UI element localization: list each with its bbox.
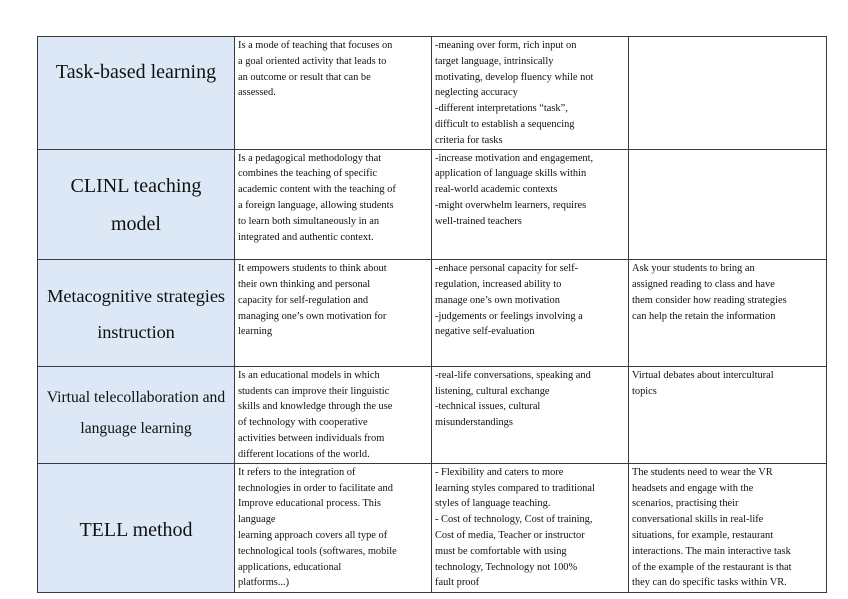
definition-cell: Is a mode of teaching that focuses on a goal oriented activity that leads to an outcome or result that can be assessed. [235, 37, 432, 150]
method-name: Virtual telecollaboration and language learning [46, 388, 226, 437]
table-row [38, 260, 827, 367]
method-name-cell [38, 366, 235, 463]
method-name: TELL method [79, 518, 193, 541]
method-name-cell [38, 37, 235, 150]
pros-cons-cell: - Flexibility and caters to more learning styles compared to traditional styles of language teaching. - Cost of technology, Cost of training, Cost of media, Teacher or instructor must be comfortable with using technology, Technology not 100% fault proof [432, 463, 629, 592]
definition-cell: It empowers students to think about their own thinking and personal capacity for self-regulation and managing one’s own motivation for learning [235, 260, 432, 367]
pros-cons-cell: -increase motivation and engagement, application of language skills within real-world academic contexts -might overwhelm learners, requires well-trained teachers [432, 149, 629, 260]
definition-cell: It refers to the integration of technologies in order to facilitate and Improve educational process. This language learning approach covers all type of technological tools (softwares, mobile applications, educational platforms...) [235, 463, 432, 592]
table-row [38, 37, 827, 150]
method-name-cell [38, 149, 235, 260]
definition-cell: Is a pedagogical methodology that combines the teaching of specific academic content with the teaching of a foreign language, allowing students to learn both simultaneously in an integrated and authentic context. [235, 149, 432, 260]
method-name: Task-based learning [55, 60, 217, 83]
method-name: Metacognitive strategies instruction [47, 285, 225, 342]
example-cell: The students need to wear the VR headsets and engage with the scenarios, practising their conversational skills in real-life situations, for example, restaurant interactions. The main interactive task of the example of the restaurant is that they can do specific tasks within VR. [629, 463, 827, 592]
method-name-cell [38, 260, 235, 367]
definition-cell: Is an educational models in which students can improve their linguistic skills and knowledge through the use of technology with cooperative activities between individuals from different locations of the world. [235, 366, 432, 463]
pros-cons-cell: -meaning over form, rich input on target language, intrinsically motivating, develop fluency while not neglecting accuracy -different interpretations “task”, difficult to establish a sequencing criteria for tasks [432, 37, 629, 150]
method-name: CLINL teaching model [70, 175, 202, 236]
table-row [38, 149, 827, 260]
example-cell [629, 37, 827, 150]
method-name-cell [38, 463, 235, 592]
pros-cons-cell: -enhace personal capacity for self- regulation, increased ability to manage one’s own motivation -judgements or feelings involving a negative self-evaluation [432, 260, 629, 367]
example-cell: Ask your students to bring an assigned reading to class and have them consider how reading strategies can help the retain the information [629, 260, 827, 367]
table-row [38, 463, 827, 592]
pros-cons-cell: -real-life conversations, speaking and listening, cultural exchange -technical issues, cultural misunderstandings [432, 366, 629, 463]
example-cell: Virtual debates about intercultural topics [629, 366, 827, 463]
table-row [38, 366, 827, 463]
teaching-methods-table [37, 36, 827, 593]
example-cell [629, 149, 827, 260]
